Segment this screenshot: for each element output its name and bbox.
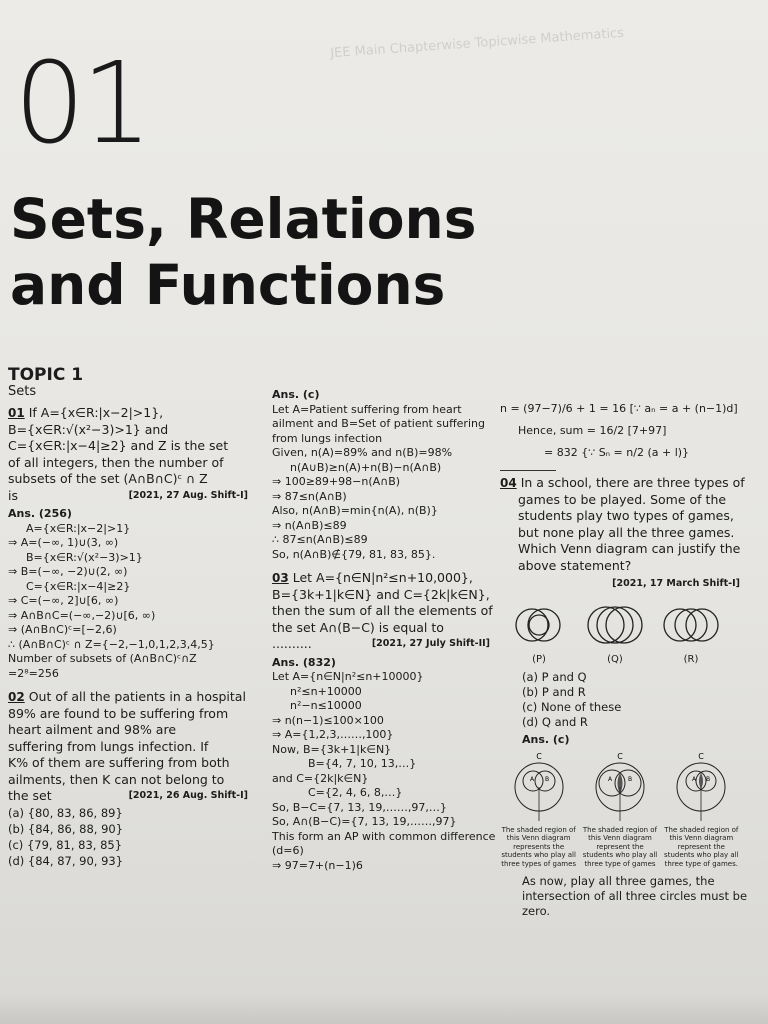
column-3 [500,398,748,919]
solution-line: ailment and B=Set of patient suffering [272,417,485,430]
question-line: heart ailment and 98% are [8,722,177,737]
svg-text:A: A [529,776,534,783]
question-line: ailments, then K can not belong to [8,771,225,787]
chapter-title-line-1: Sets, Relations [10,187,477,251]
solution-line: Let A={n∈N|n²≤n+10000} [272,670,424,683]
question-line: of all integers, then the number of [8,454,224,470]
solution-line: So, A∩(B−C)={7, 13, 19,……,97} [272,815,457,828]
column-1 [8,365,248,869]
solution-line: This form an AP with common difference [272,829,496,843]
option: (d) Q and R [522,714,588,729]
question-02 [8,689,248,805]
venn-caption: The shaded region of this Venn diagram represents the students who play all three types of games [501,825,577,868]
solution-line: ∴ (A∩B∩C)ᶜ ∩ Z={−2,−1,0,1,2,3,4,5} [8,637,215,651]
question-number: 01 [8,406,25,420]
section-divider [500,470,556,471]
question-line: above statement? [518,557,632,573]
solution-03-continued [500,398,740,464]
answer: Ans. (832) [272,655,336,669]
conclusion-04 [500,874,748,919]
option: (b) P and R [522,684,586,699]
question-line: subsets of the set (A∩B∩C)ᶜ ∩ Z [8,471,208,486]
venn-shaded-r [671,751,731,823]
answer: Ans. (256) [8,507,72,520]
solution-line: ⇒ 87≤n(A∩B) [272,489,347,503]
solution-line: ⇒ A={1,2,3,……,100} [272,728,394,741]
exam-source: [2021, 17 March Shift-I] [612,578,740,589]
solution-02 [272,403,490,563]
option: (a) {80, 83, 86, 89} [8,805,123,820]
question-line: Out of all the patients in a hospital [28,689,246,704]
venn-q [580,601,650,668]
question-line: Let A={n∈N|n²≤n+10,000}, [292,570,473,585]
question-line: If A={x∈R:|x−2|>1}, [28,405,164,420]
venn-caption: The shaded region of this Venn diagram represent the students who play all three type of games. [664,825,739,868]
conclusion-line: zero. [522,904,551,918]
question-number: 03 [272,571,289,585]
option: (c) None of these [522,699,622,714]
question-line: In a school, there are three types of [520,475,745,490]
svg-text:B: B [627,776,633,783]
chapter-number: 01 [14,39,149,169]
question-line: is [8,487,18,503]
svg-text:C: C [698,752,705,761]
question-line: the set [8,788,52,803]
question-line: 89% are found to be suffering from [8,705,229,721]
topic-name: Sets [8,383,37,399]
solution-line: Now, B={3k+1|k∈N} [272,742,392,756]
svg-text:B: B [706,776,711,783]
venn-p-diagram [506,601,572,649]
question-line: games to be played. Some of the [518,491,727,507]
page-bottom-shadow [0,994,768,1024]
solution-line: and C={2k|k∈N} [272,771,369,785]
solution-line: ⇒ 97=7+(n−1)6 [272,858,363,872]
exam-source: [2021, 27 Aug. Shift-I] [128,489,248,501]
solution-line: So, B−C={7, 13, 19,……,97,…} [272,800,447,814]
venn-q-diagram [582,601,648,649]
solution-line: n²−n≤10000 [290,699,362,712]
solution-line: ∴ 87≤n(A∩B)≤89 [272,533,368,546]
venn-explanation-q [581,751,658,868]
svg-text:C: C [617,752,623,761]
question-line: suffering from lungs infection. If [8,738,209,754]
solution-line: A={x∈R:|x−2|>1} [26,521,131,535]
venn-r [656,601,726,668]
venn-shaded-p [509,751,569,823]
exam-source: [2021, 27 July Shift-II] [371,638,490,649]
venn-r-diagram [658,601,724,649]
conclusion-line: As now, play all three games, the [522,874,715,888]
solution-line: from lungs infection [272,431,383,445]
solution-line: n²≤n+10000 [290,684,362,698]
solution-line: Number of subsets of (A∩B∩C)ᶜ∩Z [8,652,197,665]
conclusion-line: intersection of all three circles must be [522,889,748,903]
svg-text:A: A [692,776,697,783]
solution-line: ⇒ C=(−∞, 2]∪[6, ∞) [8,594,119,607]
solution-line: Hence, sum = 16/2 [7+97] [518,424,667,437]
venn-explanations-row [500,751,740,868]
solution-01 [8,522,248,682]
solution-line: ⇒ (A∩B∩C)ᶜ=[−2,6) [8,623,117,636]
exam-source: [2021, 26 Aug. Shift-I] [128,790,248,801]
venn-options-row [504,601,740,668]
solution-line: C={2, 4, 6, 8,…} [308,786,403,799]
venn-caption: The shaded region of this Venn diagram represent the students who play all three type of games [582,825,658,868]
option: (b) {84, 86, 88, 90} [8,821,124,836]
solution-line: (d=6) [272,844,304,857]
svg-text:B: B [544,776,549,783]
venn-explanation-p [500,751,577,868]
solution-line: = 832 {∵ Sₙ = n/2 (a + l)} [544,446,690,459]
venn-label: (Q) [607,654,623,665]
solution-line: ⇒ A=(−∞, 1)∪(3, ∞) [8,536,119,549]
chapter-title [10,186,476,318]
question-03 [272,570,493,653]
venn-explanation-r [663,751,740,868]
solution-line: Also, n(A∩B)=min{n(A), n(B)} [272,504,438,517]
venn-shaded-q [590,751,650,823]
solution-line: B={4, 7, 10, 13,…} [308,757,417,770]
answer: Ans. (c) [272,388,320,401]
solution-line: Given, n(A)=89% and n(B)=98% [272,446,453,459]
solution-line: ⇒ B=(−∞, −2)∪(2, ∞) [8,565,128,578]
options-04 [500,670,740,730]
solution-line: =2⁸=256 [8,666,59,680]
solution-line: ⇒ n(n−1)≤100×100 [272,713,384,727]
question-line: C={x∈R:|x−4|≥2} and Z is the set [8,438,229,453]
venn-label: (P) [532,654,546,665]
option: (c) {79, 81, 83, 85} [8,837,123,852]
solution-line: Let A=Patient suffering from heart [272,402,462,416]
venn-p [504,601,574,668]
question-01 [8,405,248,504]
solution-line: B={x∈R:√(x²−3)>1} [26,550,143,564]
svg-text:A: A [607,776,613,783]
solution-line: C={x∈R:|x−4|≥2} [26,579,131,593]
solution-line: n(A∪B)≥n(A)+n(B)−n(A∩B) [290,460,442,474]
question-number: 02 [8,690,25,704]
question-line: Which Venn diagram can justify the [518,541,741,556]
question-line: B={3k+1|k∈N} and C={2k|k∈N}, [272,586,490,602]
option: (d) {84, 87, 90, 93} [8,853,124,868]
question-04 [500,475,745,593]
solution-line: n = (97−7)/6 + 1 = 16 [∵ aₙ = a + (n−1)d] [500,402,738,415]
column-2 [272,388,496,873]
answer-blank: .......... [272,636,312,651]
chapter-title-line-2: and Functions [10,253,446,317]
question-line: but none play all the three games. [518,524,735,540]
question-number: 04 [500,476,517,490]
answer: Ans. (c) [522,732,570,746]
venn-label: (R) [683,654,699,665]
question-line: students play two types of games, [518,508,734,523]
solution-line: ⇒ A∩B∩C=(−∞,−2)∪[6, ∞) [8,608,156,622]
solution-line: So, n(A∩B)∉{79, 81, 83, 85}. [272,547,436,561]
solution-03 [272,670,496,873]
option: (a) P and Q [522,669,587,684]
solution-line: ⇒ 100≥89+98−n(A∩B) [272,475,401,488]
question-line: the set A∩(B−C) is equal to [272,619,444,635]
svg-text:C: C [535,752,542,761]
solution-line: ⇒ n(A∩B)≤89 [272,518,347,532]
bleed-through-header: JEE Main Chapterwise Topicwise Mathematics [329,25,625,62]
question-line: then the sum of all the elements of [272,603,493,618]
options-02 [8,805,248,869]
question-line: B={x∈R:√(x²−3)>1} and [8,421,169,437]
question-line: K% of them are suffering from both [8,755,230,770]
topic-label: TOPIC 1 [8,365,84,385]
